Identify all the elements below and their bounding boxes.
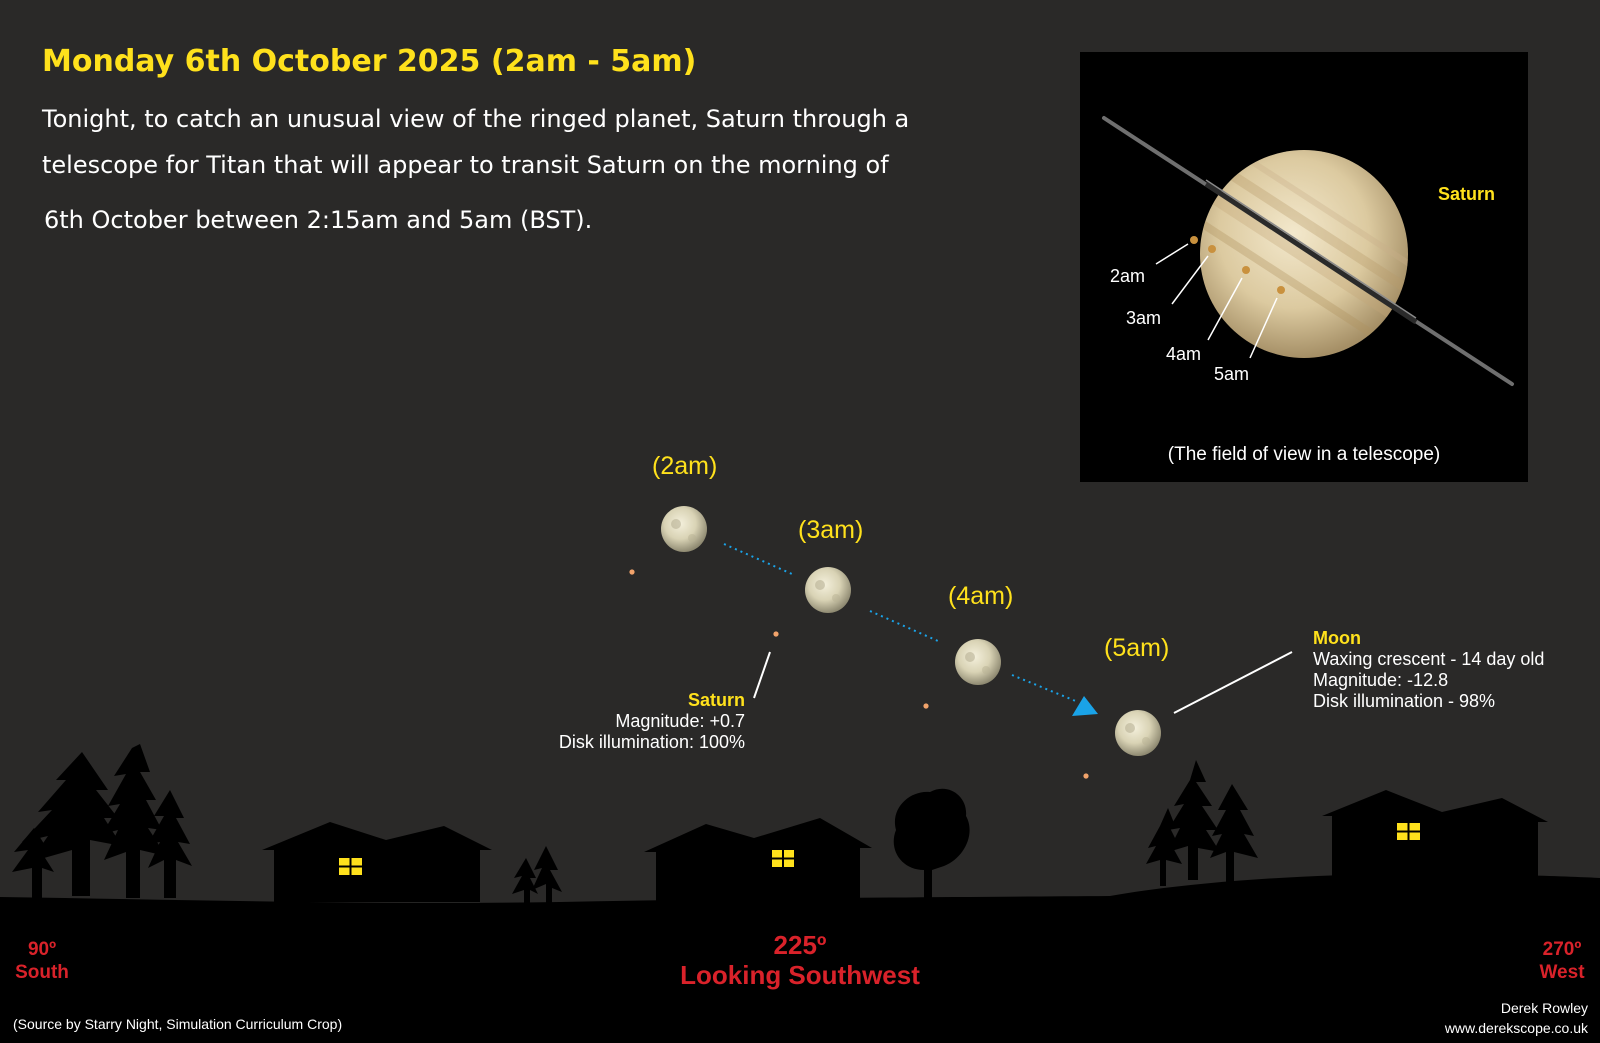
saturn-info-name: Saturn (687, 690, 745, 710)
compass-south-direction: South (15, 962, 69, 983)
moon-3am (805, 567, 851, 613)
time-label-2am: (2am) (652, 452, 718, 480)
saturn-dot-5am (1083, 773, 1088, 778)
inset-time-4am: 4am (1166, 344, 1202, 364)
inset-caption: (The field of view in a telescope) (1167, 444, 1441, 465)
house-windows (339, 823, 1420, 875)
tree-group-mid-left (512, 846, 562, 906)
credit (1445, 998, 1588, 1038)
moon-2am (661, 506, 707, 552)
moon-5am (1115, 710, 1161, 756)
credit-url: www.derekscope.co.uk (1444, 1020, 1588, 1036)
moon-path (724, 544, 1098, 716)
moon-info-illumination: Disk illumination - 98% (1313, 691, 1496, 711)
time-label-5am: (5am) (1104, 634, 1170, 662)
moon-info (1313, 628, 1544, 712)
source-note: (Source by Starry Night, Simulation Curriculum Crop) (13, 1016, 343, 1032)
intro-line-3: 6th October between 2:15am and 5am (BST). (44, 206, 593, 234)
saturn-dot-4am (923, 703, 928, 708)
time-label-4am: (4am) (948, 582, 1014, 610)
saturn-dot-2am (629, 569, 634, 574)
inset-time-5am: 5am (1214, 364, 1250, 384)
saturn-pointer (754, 652, 770, 698)
moon-info-magnitude: Magnitude: -12.8 (1313, 670, 1449, 690)
inset-saturn-label: Saturn (1438, 184, 1496, 204)
compass-south (10, 938, 74, 984)
compass-west (1530, 938, 1594, 984)
saturn-info (559, 690, 745, 753)
house-3 (1322, 790, 1548, 876)
time-label-3am: (3am) (798, 516, 864, 544)
saturn-dot-3am (773, 631, 778, 636)
path-arrowhead (1072, 696, 1098, 716)
window-house-3 (1397, 823, 1420, 840)
window-house-2 (772, 850, 794, 867)
house-1 (262, 822, 492, 902)
credit-name: Derek Rowley (1500, 1000, 1588, 1016)
moon-info-name: Moon (1313, 628, 1361, 648)
saturn-info-illumination: Disk illumination: 100% (558, 732, 745, 752)
compass-southwest-direction: Looking Southwest (680, 960, 920, 990)
page-title: Monday 6th October 2025 (2am - 5am) (42, 44, 697, 79)
inset-time-3am: 3am (1126, 308, 1162, 328)
tree-group-left (12, 744, 192, 898)
moon-info-phase: Waxing crescent - 14 day old (1313, 649, 1545, 669)
moon-4am (955, 639, 1001, 685)
inset-time-2am: 2am (1110, 266, 1146, 286)
telescope-inset (1080, 52, 1528, 482)
compass-west-degrees: 270º (1542, 939, 1582, 960)
tree-round (894, 789, 970, 900)
house-2 (644, 818, 872, 902)
saturn-info-magnitude: Magnitude: +0.7 (615, 711, 745, 731)
window-house-1 (339, 858, 362, 875)
compass-southwest-degrees: 225º (773, 930, 827, 960)
intro-line-2: telescope for Titan that will appear to transit Saturn on the morning of (42, 151, 889, 179)
compass-south-degrees: 90º (27, 939, 57, 960)
horizon-silhouette (0, 744, 1600, 1043)
compass-southwest (650, 930, 950, 990)
moon-pointer (1174, 652, 1292, 713)
compass-west-direction: West (1539, 962, 1585, 983)
inset-graphics (1080, 52, 1528, 482)
tree-group-right (1146, 760, 1258, 886)
intro-line-1: Tonight, to catch an unusual view of the ringed planet, Saturn through a (42, 105, 910, 133)
